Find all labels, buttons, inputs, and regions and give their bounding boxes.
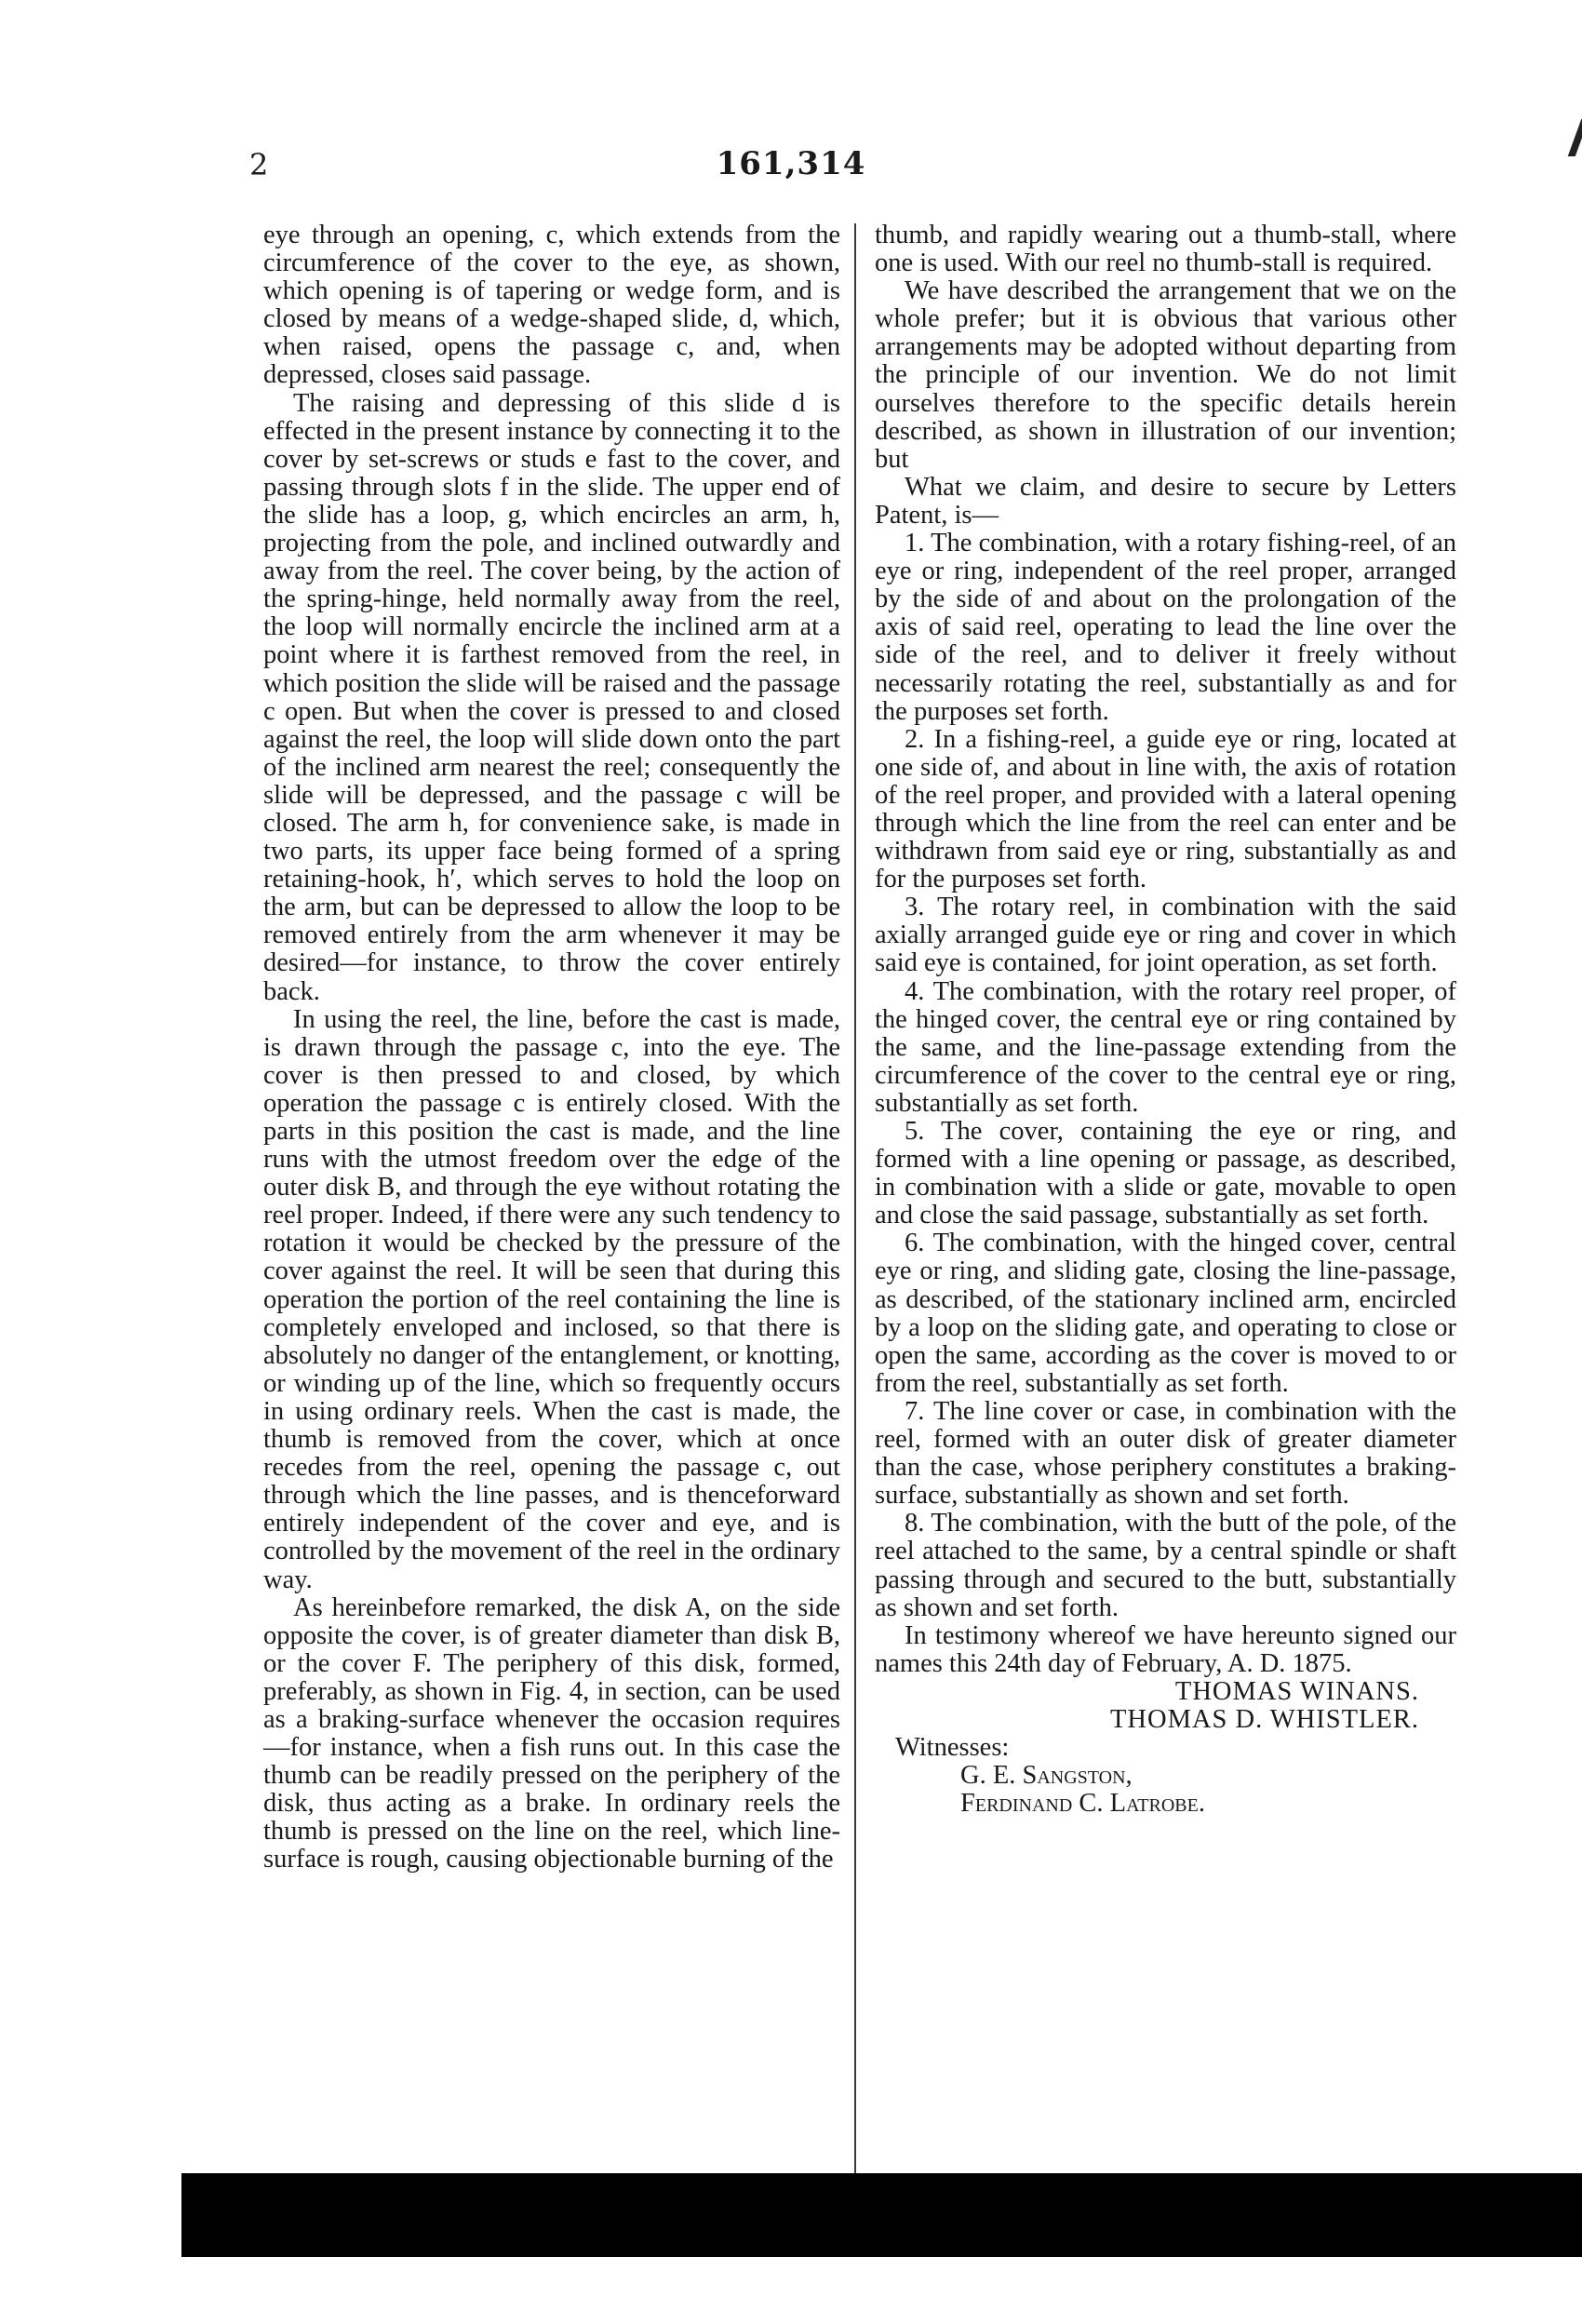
paragraph: eye through an opening, c, which extends from the circumference of the cover to the eye, as shown, which opening is of tapering or wedge form, and is closed by means of a wedge-shaped slide, d, which, when raised, opens the passage c, and, when depressed, closes said passage. bbox=[263, 221, 840, 390]
claim-4: 4. The combination, with the rotary reel proper, of the hinged cover, the central eye or ring contained by the same, and the line-passage extending from the circumference of the cover to the central eye or ring, substantially as set forth. bbox=[875, 976, 1456, 1118]
paragraph: The raising and depressing of this slide d is effected in the present instance by connecting it to the cover by set-screws or studs e fast to the cover, and passing through slots f in the slide. The upper end of the slide has a loop, g, which encircles an arm, h, projecting from the pole, and inclined outwardly and away from the reel. The cover being, by the action of the spring-hinge, held normally away from the reel, the loop will normally encircle the inclined arm at a point where it is farthest removed from the reel, in which position the slide will be raised and the passage c open. But when the cover is pressed to and closed against the reel, the loop will slide down onto the part of the inclined arm nearest the reel; consequently the slide will be depressed, and the passage c will be closed. The arm h, for convenience sake, is made in two parts, its upper face being formed of a spring retaining-hook, h′, which serves to hold the loop on the arm, but can be depressed to allow the loop to be removed entirely from the arm whenever it may be desired—for instance, to throw the cover entirely back. bbox=[263, 388, 840, 1006]
claim-2: 2. In a fishing-reel, a guide eye or ring, located at one side of, and about in line with, the axis of rotation of the reel proper, and provided with a lateral opening through which the line from the reel can enter and be withdrawn from said eye or ring, substantially as and for the purposes set forth. bbox=[875, 724, 1456, 894]
testimony: In testimony whereof we have hereunto signed our names this 24th day of February, A. D. 1875. bbox=[875, 1620, 1456, 1678]
witness-name: G. E. Sangston, bbox=[960, 1761, 1133, 1791]
signature-block bbox=[875, 1678, 1456, 1818]
page-number: 2 bbox=[249, 147, 269, 182]
claim-8: 8. The combination, with the butt of the pole, of the reel attached to the same, by a central spindle or shaft passing through and secured to the butt, substantially as shown and set forth. bbox=[875, 1509, 1456, 1622]
paragraph: As hereinbefore remarked, the disk A, on the side opposite the cover, is of greater diameter than disk B, or the cover F. The periphery of this disk, formed, preferably, as shown in Fig. 4, in section, can be used as a braking-surface whenever the occasion requires—for instance, when a fish runs out. In this case the thumb can be readily pressed on the periphery of the disk, thus acting as a brake. In ordinary reels the thumb is pressed on the line on the reel, which line-surface is rough, causing objectionable burning of the bbox=[263, 1592, 840, 1874]
claim-6: 6. The combination, with the hinged cover, central eye or ring, and sliding gate, closing the line-passage, as described, of the stationary inclined arm, encircled by a loop on the sliding gate, and operating to close or open the same, according as the cover is moved to or from the reel, substantially as set forth. bbox=[875, 1229, 1456, 1398]
paragraph: In using the reel, the line, before the cast is made, is drawn through the passage c, into the eye. The cover is then pressed to and closed, by which operation the passage c is entirely closed. With the parts in this position the cast is made, and the line runs with the utmost freedom over the edge of the outer disk B, and through the eye without rotating the reel proper. Indeed, if there were any such tendency to rotation it would be checked by the pressure of the cover against the reel. It will be seen that during this operation the portion of the reel containing the line is completely enveloped and inclosed, so that there is absolutely no danger of the entanglement, or knotting, or winding up of the line, which so frequently occurs in using ordinary reels. When the cast is made, the thumb is removed from the cover, which at once recedes from the reel, opening the passage c, out through which the line passes, and is thenceforward entirely independent of the cover and eye, and is controlled by the movement of the reel in the ordinary way. bbox=[263, 1004, 840, 1594]
claim-3: 3. The rotary reel, in combination with the said axially arranged guide eye or ring and cover in which said eye is contained, for joint operation, as set forth. bbox=[875, 893, 1456, 978]
signer-name: THOMAS WINANS. bbox=[1174, 1676, 1419, 1706]
claims-intro: What we claim, and desire to secure by Letters Patent, is— bbox=[875, 472, 1456, 530]
claim-5: 5. The cover, containing the eye or ring, and formed with a line opening or passage, as described, in combination with a slide or gate, movable to open and close the said passage, substantially as set forth. bbox=[875, 1117, 1456, 1230]
witnesses-label: Witnesses: bbox=[895, 1733, 1010, 1763]
signer-name: THOMAS D. WHISTLER. bbox=[1110, 1704, 1419, 1734]
patent-number: 161,314 bbox=[716, 145, 866, 182]
left-column bbox=[263, 222, 840, 1874]
claim-7: 7. The line cover or case, in combination with the reel, formed with an outer disk of greater diameter than the case, whose periphery constitutes a braking-surface, substantially as shown and set forth. bbox=[875, 1396, 1456, 1511]
column-divider bbox=[854, 223, 856, 2206]
scan-border-bar bbox=[181, 2173, 1582, 2257]
witness-name: Ferdinand C. Latrobe. bbox=[960, 1789, 1205, 1819]
paragraph: We have described the arrangement that we on the whole prefer; but it is obvious that various other arrangements may be adopted without departing from the principle of our invention. We do not limit ourselves therefore to the specific details herein described, as shown in illustration of our invention; but bbox=[875, 276, 1456, 474]
paragraph: thumb, and rapidly wearing out a thumb-stall, where one is used. With our reel no thumb-stall is required. bbox=[875, 221, 1456, 278]
claim-1: 1. The combination, with a rotary fishing-reel, of an eye or ring, independent of the reel proper, arranged by the side of and about on the prolongation of the axis of said reel, operating to lead the line over the side of the reel, and to deliver it freely without necessarily rotating the reel, substantially as and for the purposes set forth. bbox=[875, 529, 1456, 726]
right-column bbox=[875, 222, 1456, 1818]
